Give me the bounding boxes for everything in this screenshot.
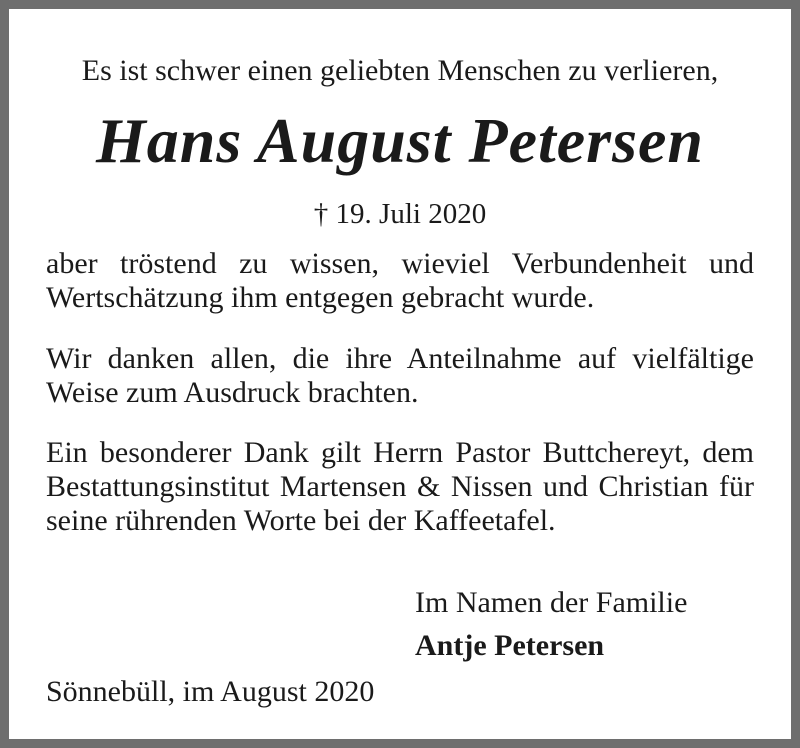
place-and-date: Sönnebüll, im August 2020 [46,675,375,708]
death-date: † 19. Juli 2020 [313,198,487,230]
paragraph-special-thanks: Ein besonderer Dank gilt Herrn Pastor Buttchereyt, dem Bestattungsinstitut Martensen & Nissen und Christian für seine rührenden Worte bei der Kaffeetafel. [46,436,754,537]
paragraph-thanks-all: Wir danken allen, die ihre Anteilnahme auf vielfältige Weise zum Ausdruck brachten. [46,342,754,409]
signature-line: Im Namen der Familie [415,586,688,619]
signature-name: Antje Petersen [415,629,605,662]
paragraph-gratitude: aber tröstend zu wissen, wieviel Verbundenheit und Wertschätzung ihm entgegen gebracht wurde. [46,247,754,314]
intro-text: Es ist schwer einen geliebten Menschen zu verlieren, [81,54,719,87]
deceased-name: Hans August Petersen [96,105,704,176]
